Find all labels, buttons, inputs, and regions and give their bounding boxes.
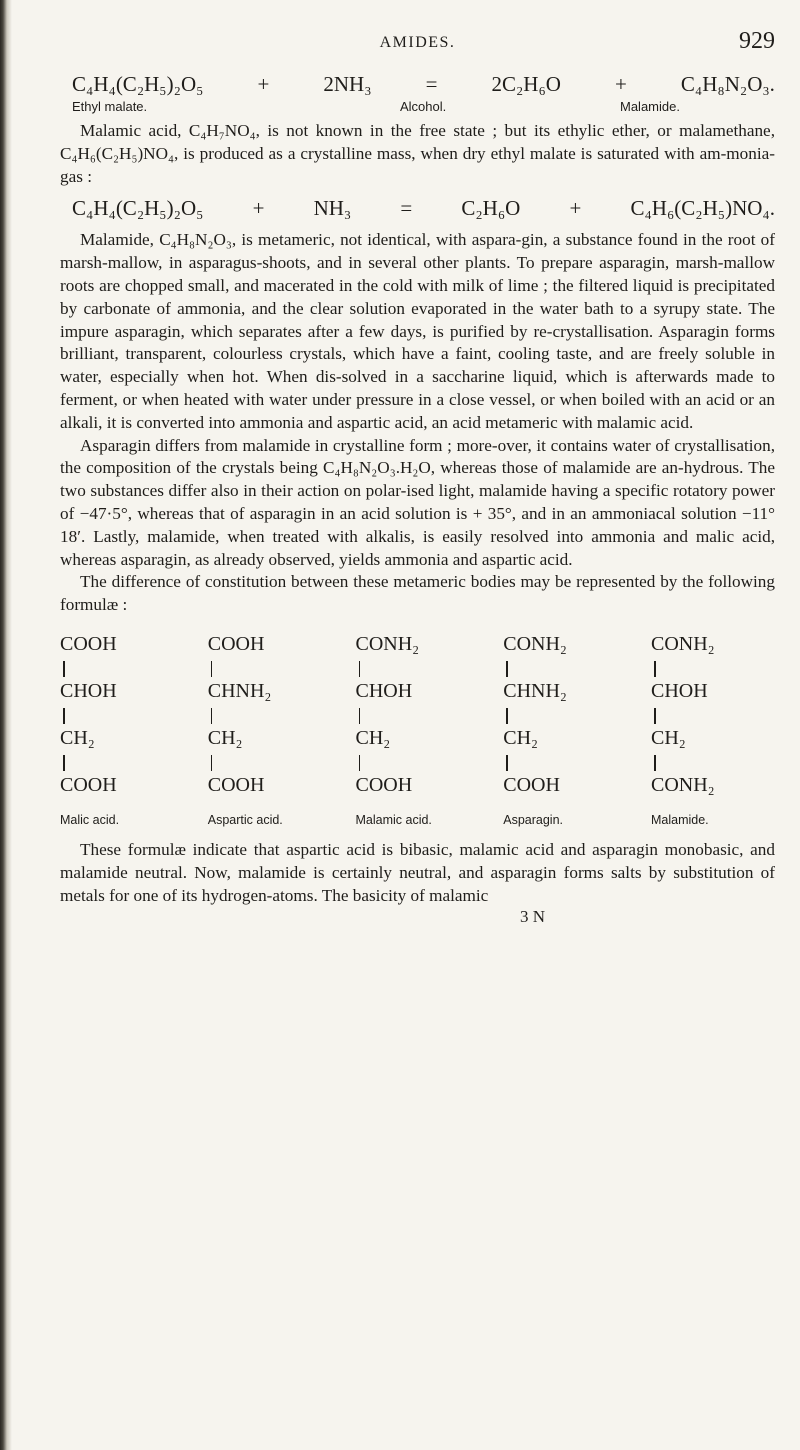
signature-mark: 3 N xyxy=(519,907,545,927)
equation-product: C₄H₆(C₂H₅)NO₄. xyxy=(630,196,775,221)
structural-formulae xyxy=(60,633,775,827)
formula-group: CH₂ xyxy=(356,727,476,774)
paragraph-malamic-acid: Malamic acid, C₄H₇NO₄, is not known in the free state ; but its ethylic ether, or malamethane, C₄H₆(C₂H₅)NO₄, is produced as a crystalline mass, when dry ethyl malate is saturated with am-monia-gas : xyxy=(60,121,775,186)
equation-ethyl-malate-ammonia xyxy=(60,72,775,97)
equation-reagent: NH₃ xyxy=(313,196,352,221)
formula-group: CONH₂ xyxy=(355,632,420,655)
formula-aspartic-acid xyxy=(208,633,328,827)
formula-malamide xyxy=(651,633,771,827)
formula-group: CH₂ xyxy=(60,727,180,774)
formula-group: CONH₂ xyxy=(651,774,771,821)
formula-group: COOH xyxy=(503,774,623,821)
running-head xyxy=(60,28,775,68)
formula-group: CHOH xyxy=(60,680,180,727)
equation-labels xyxy=(60,99,775,114)
equation-plus: + xyxy=(615,72,627,96)
formula-group: CHNH₂ xyxy=(503,680,623,727)
book-page xyxy=(60,0,775,927)
formula-group: COOH xyxy=(60,774,180,821)
paragraph-malamide: Malamide, C₄H₈N₂O₃, is metameric, not identical, with aspara-gin, a substance found in the root of marsh-mallow, in asparagus-shoots, and in several other plants. To prepare asparagin, marsh-mallow roots are chopped small, and macerated in the cold with milk of lime ; the filtered liquid is precipitated by carbonate of ammonia, and the clear solution evaporated in the water bath to a syrupy state. The impure asparagin, which separates after a few days, is purified by re-crystallisation. Asparagin forms brilliant, transparent, colourless crystals, which have a faint, cooling taste, and are freely soluble in water, especially when hot. When dis-solved in a saccharine liquid, which is afterwards made to ferment, or when heated with water under pressure in a close vessel, or when boiled with an acid or an alkali, it is converted into ammonia and aspartic acid, an acid metameric with malamic acid. xyxy=(60,230,775,432)
paragraph-asparagin: Asparagin differs from malamide in crystalline form ; more-over, it contains water of crystallisation, the composition of the crystals being C₄H₈N₂O₃.H₂O, whereas those of malamide are an-hydrous. The two substances differ also in their action on polar-ised light, malamide having a specific rotatory power of −47·5°, whereas that of asparagin in an acid solution is + 35°, and in an ammoniacal solution −11° 18′. Lastly, malamide, when treated with alkalis, is easily resolved into ammonia and malic acid, whereas asparagin, as already observed, yields ammonia and aspartic acid. xyxy=(60,435,775,569)
formula-malamic-acid xyxy=(356,633,476,827)
formula-name: Malic acid. xyxy=(60,812,120,827)
equation-product: C₄H₈N₂O₃. xyxy=(680,72,775,96)
formula-group: CH₂ xyxy=(651,727,771,774)
equation-equals: = xyxy=(400,196,413,221)
formula-group: COOH xyxy=(207,632,265,655)
formula-malic-acid xyxy=(60,633,180,827)
paragraph-basicity: These formulæ indicate that aspartic acid is bibasic, malamic acid and asparagin monobasic, and malamide neutral. Now, malamide is certainly neutral, and asparagin forms salts by substitution of metals for one of its hydrogen-atoms. The basicity of malamic xyxy=(60,839,775,905)
equation-reactant: C₄H₄(C₂H₅)₂O₅ xyxy=(72,196,204,221)
paragraph-constitution: The difference of constitution between these metameric bodies may be represented by the following formulæ : xyxy=(60,572,775,615)
formula-group: CHNH₂ xyxy=(208,680,328,727)
formula-name: Aspartic acid. xyxy=(207,812,283,827)
label-ethyl-malate: Ethyl malate. xyxy=(72,99,148,114)
formula-group: COOH xyxy=(356,774,476,821)
page-number: 929 xyxy=(739,28,775,54)
equation-product: 2C₂H₆O xyxy=(491,72,561,96)
formula-group: COOH xyxy=(60,632,117,655)
formula-group: CHOH xyxy=(651,680,771,727)
formula-group: CH₂ xyxy=(208,727,328,774)
equation-malamethane xyxy=(60,196,775,221)
formula-group: CHOH xyxy=(356,680,476,727)
equation-plus: + xyxy=(257,72,270,96)
formula-name: Malamic acid. xyxy=(355,812,432,827)
equation-equals: = xyxy=(425,72,438,96)
label-malamide: Malamide. xyxy=(620,99,680,114)
equation-reagent: 2NH₃ xyxy=(323,72,372,96)
equation-plus: + xyxy=(252,196,265,221)
equation-plus: + xyxy=(569,196,582,221)
formula-group: CH₂ xyxy=(503,727,623,774)
formula-group: CONH₂ xyxy=(651,632,715,655)
running-head-title: AMIDES. xyxy=(379,34,456,51)
book-spine-shadow xyxy=(0,0,12,1450)
formula-group: CONH₂ xyxy=(503,632,567,655)
formula-name: Malamide. xyxy=(651,812,709,827)
formula-asparagin xyxy=(503,633,623,827)
label-alcohol: Alcohol. xyxy=(400,99,447,114)
equation-reactant: C₄H₄(C₂H₅)₂O₅ xyxy=(72,72,204,96)
formula-name: Asparagin. xyxy=(503,812,564,827)
equation-product: C₂H₆O xyxy=(461,196,521,221)
formula-group: COOH xyxy=(208,774,328,821)
